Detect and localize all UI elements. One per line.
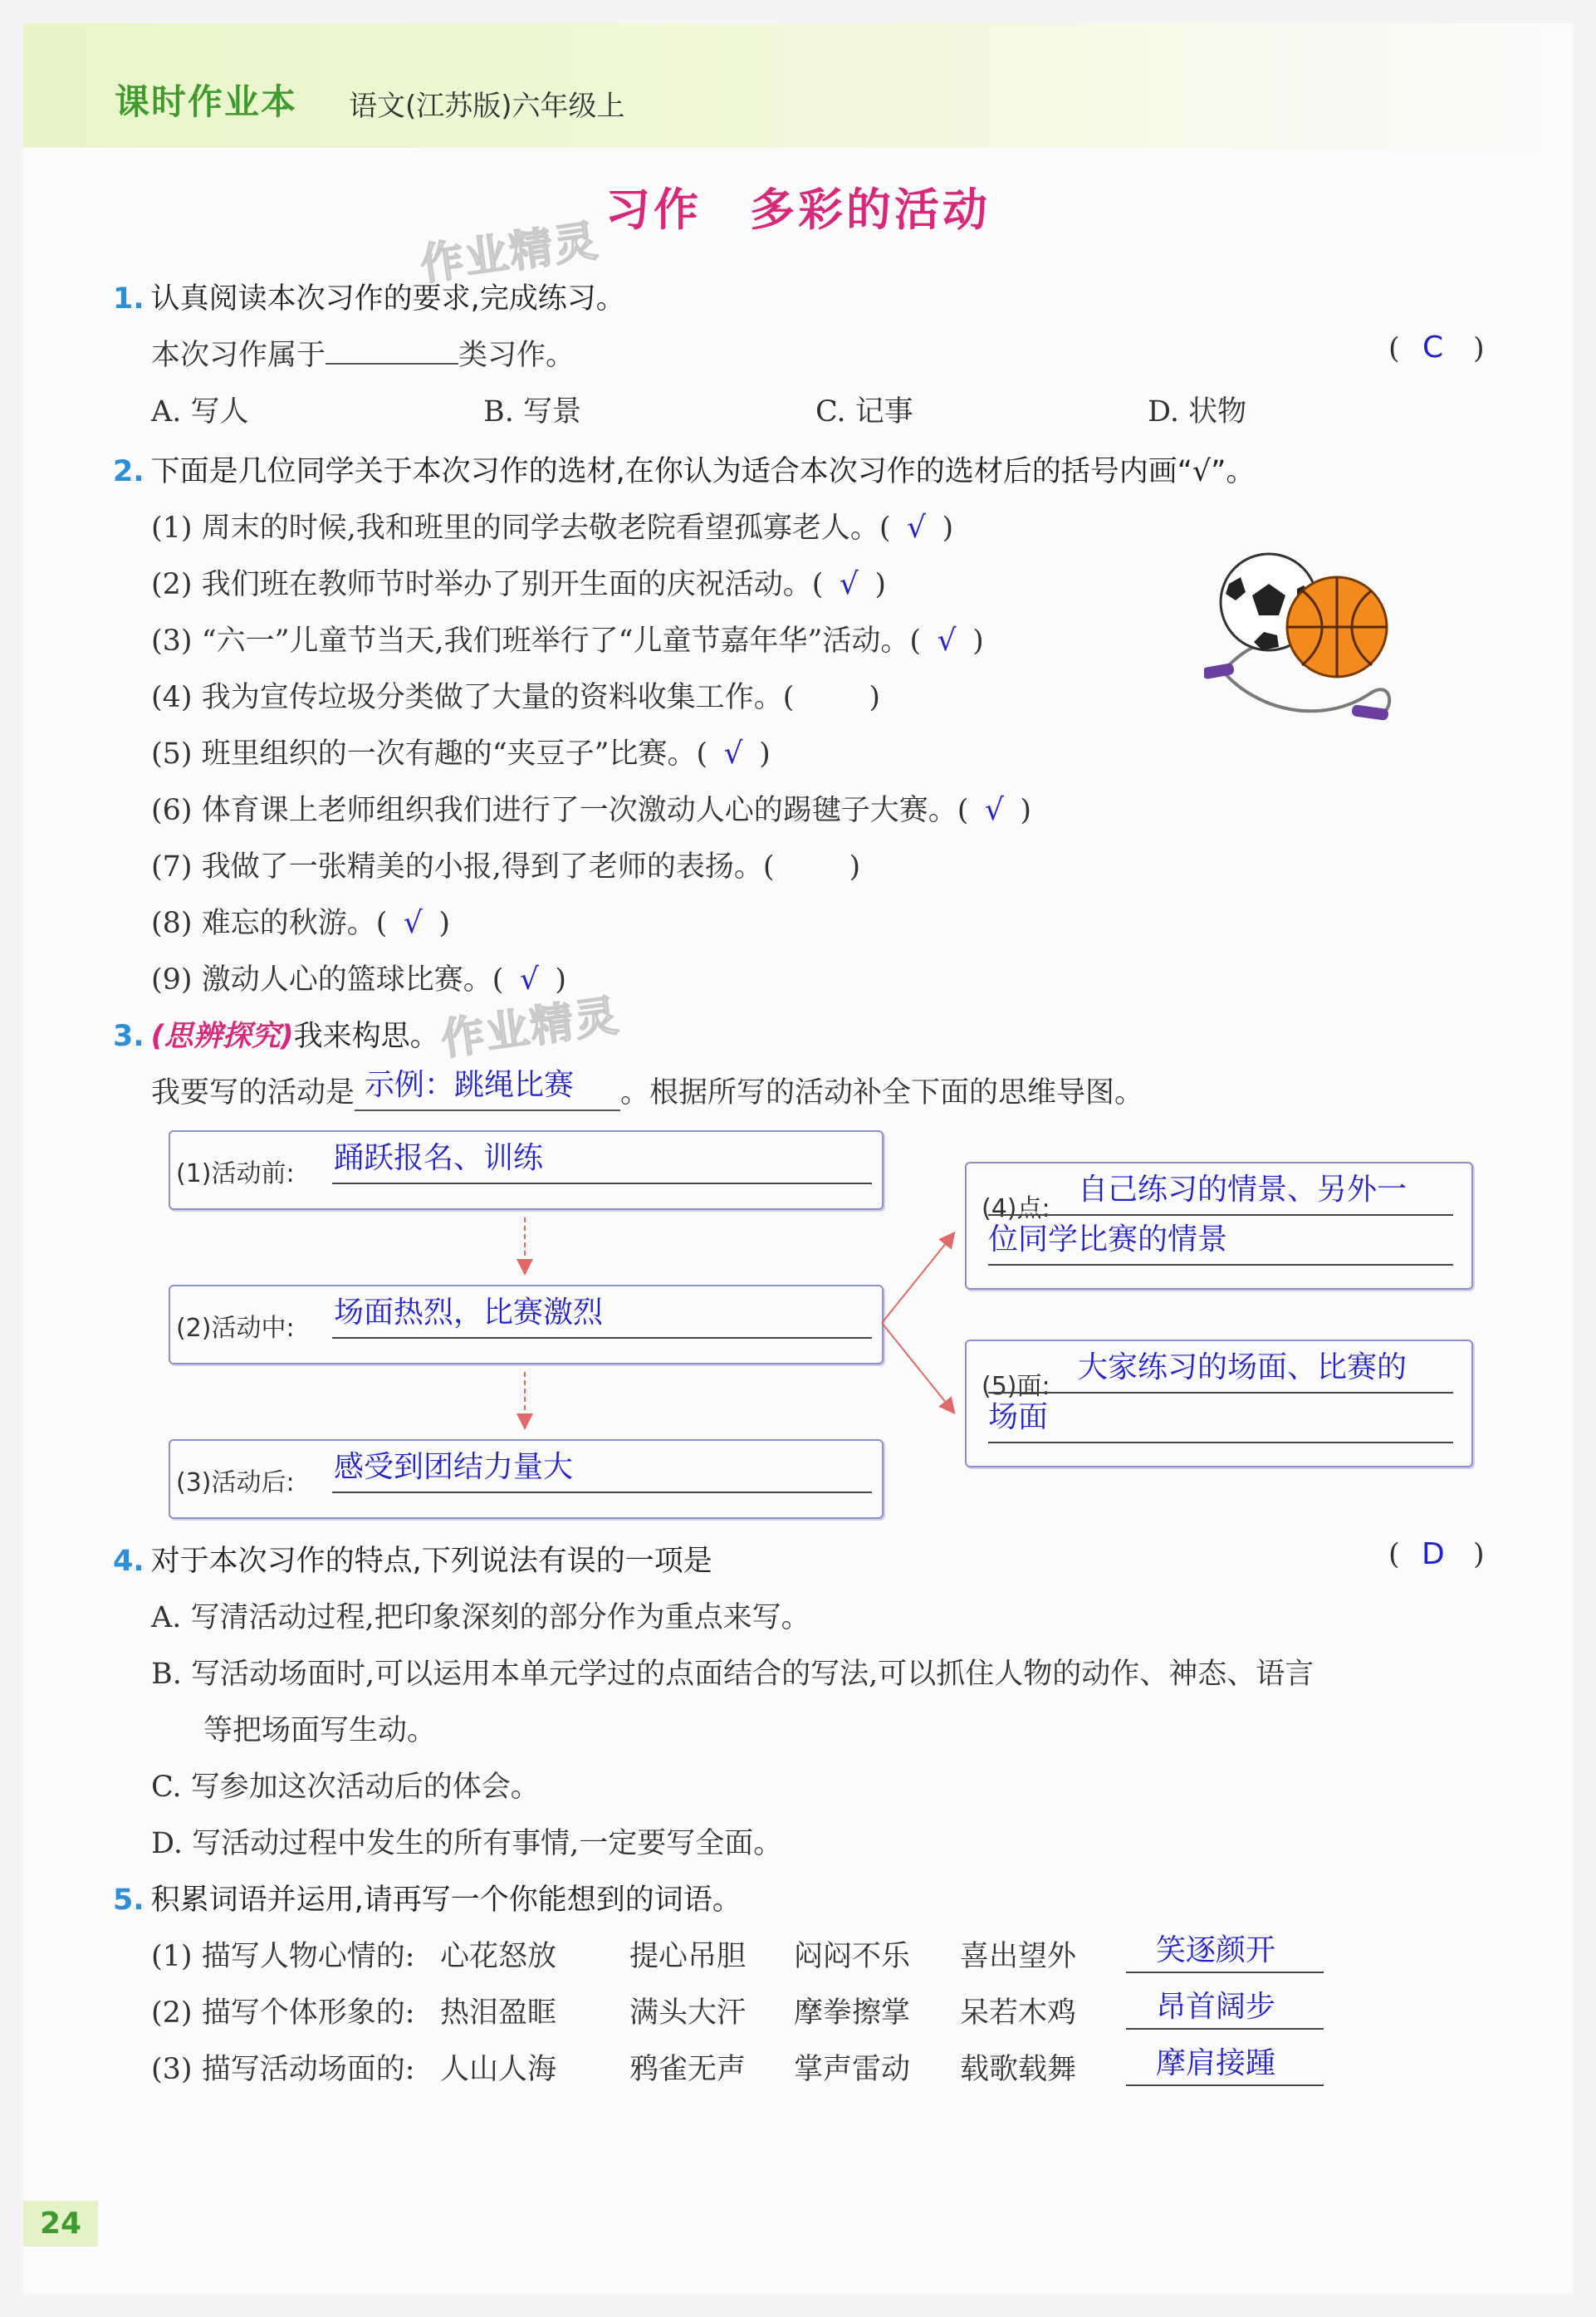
line-text: 。根据所写的活动补全下面的思维导图。 xyxy=(620,1076,1144,1110)
page-number: 24 xyxy=(23,2201,98,2246)
check-mark: √ xyxy=(984,793,1004,827)
page-title: 习作 多彩的活动 xyxy=(605,184,991,236)
mark-paren[interactable]: ( √ ) xyxy=(696,737,771,771)
answer-line[interactable] xyxy=(1126,2028,1324,2030)
question-tag: (思辨探究) xyxy=(150,1020,294,1053)
word: 闷闷不乐 xyxy=(794,1940,911,1973)
mindmap-answer: 场面 xyxy=(988,1400,1049,1434)
mindmap-answer: 场面热烈，比赛激烈 xyxy=(334,1296,604,1330)
question-text: 认真阅读本次习作的要求,完成练习。 xyxy=(150,282,625,316)
option-c: C. 记事 xyxy=(815,395,913,429)
option-a: A. 写清活动过程,把印象深刻的部分作为重点来写。 xyxy=(151,1601,810,1634)
question-text: 我来构思。 xyxy=(293,1020,439,1053)
word: 呆若木鸡 xyxy=(960,1996,1077,2030)
mark-paren[interactable]: ( ) xyxy=(782,681,881,714)
mark-paren[interactable]: ( √ ) xyxy=(909,624,984,658)
item-text: (7) 我做了一张精美的小报,得到了老师的表扬。 xyxy=(151,850,763,884)
answer-paren: ( xyxy=(1388,332,1400,365)
item-text: (8) 难忘的秋游。 xyxy=(151,907,376,940)
mark-paren[interactable]: ( √ ) xyxy=(811,567,887,601)
mark-paren[interactable]: ( ) xyxy=(762,850,861,884)
question-text: 下面是几位同学关于本次习作的选材,在你认为适合本次习作的选材后的括号内画“√”。 xyxy=(150,455,1256,488)
line-text: 类习作。 xyxy=(458,339,575,372)
option-b: B. 写景 xyxy=(483,395,581,429)
item-text: (9) 激动人心的篮球比赛。 xyxy=(151,963,492,997)
option-b: B. 写活动场面时,可以运用本单元学过的点面结合的写法,可以抓住人物的动作、神态、语言 xyxy=(151,1658,1314,1691)
word: 热泪盈眶 xyxy=(440,1996,557,2030)
arrow-right-up-icon xyxy=(882,1234,953,1323)
book-brand: 课时作业本 xyxy=(115,81,298,122)
check-mark: √ xyxy=(519,963,539,997)
question-number: 5. xyxy=(113,1883,144,1917)
word-answer: 笑逐颜开 xyxy=(1156,1933,1276,1967)
answer-line[interactable] xyxy=(1126,2084,1324,2086)
answer-choice: D xyxy=(1422,1537,1445,1571)
answer-paren: ( xyxy=(1388,1538,1400,1571)
option-d: D. 状物 xyxy=(1148,395,1247,429)
item-text: (4) 我为宣传垃圾分类做了大量的资料收集工作。 xyxy=(151,681,783,714)
word: 掌声雷动 xyxy=(794,2053,911,2086)
check-mark: √ xyxy=(839,567,859,601)
question-number: 3. xyxy=(113,1020,144,1053)
arrow-right-down-icon xyxy=(882,1323,953,1412)
mindmap-label: (1)活动前: xyxy=(176,1159,295,1188)
mark-paren[interactable]: ( √ ) xyxy=(375,906,451,940)
question-number: 2. xyxy=(113,455,144,488)
option-c: C. 写参加这次活动后的体会。 xyxy=(151,1771,540,1804)
item-text: (3) “六一”儿童节当天,我们班举行了“儿童节嘉年华”活动。 xyxy=(151,625,910,658)
word: 人山人海 xyxy=(440,2053,557,2086)
word: 心花怒放 xyxy=(440,1940,557,1973)
check-mark: √ xyxy=(723,737,743,771)
check-mark: √ xyxy=(907,511,926,545)
mark-paren[interactable]: ( √ ) xyxy=(957,793,1032,827)
word-answer: 摩肩接踵 xyxy=(1156,2046,1276,2080)
mindmap-label: (3)活动后: xyxy=(176,1468,295,1497)
word: 满头大汗 xyxy=(629,1996,747,2030)
word: 摩拳擦掌 xyxy=(794,1996,911,2030)
answer-paren: ) xyxy=(1473,332,1485,365)
mindmap-label: (5)面: xyxy=(982,1372,1050,1401)
answer-paren: ) xyxy=(1473,1538,1485,1571)
option-a: A. 写人 xyxy=(151,395,249,429)
question-text: 积累词语并运用,请再写一个你能想到的词语。 xyxy=(150,1883,742,1917)
book-subject: 语文(江苏版)六年级上 xyxy=(349,90,625,123)
mindmap-answer: 自己练习的情景、另外一 xyxy=(1078,1173,1408,1207)
word-row-label: (2) 描写个体形象的: xyxy=(151,1996,415,2030)
word-row-label: (1) 描写人物心情的: xyxy=(151,1940,415,1973)
question-text: 对于本次习作的特点,下列说法有误的一项是 xyxy=(150,1545,712,1578)
item-text: (5) 班里组织的一次有趣的“夹豆子”比赛。 xyxy=(151,737,697,771)
item-text: (2) 我们班在教师节时举办了别开生面的庆祝活动。 xyxy=(151,568,812,601)
word: 载歌载舞 xyxy=(960,2053,1077,2086)
mindmap-answer: 踊跃报名、训练 xyxy=(334,1141,544,1175)
question-number: 1. xyxy=(113,282,144,316)
mindmap-label: (2)活动中: xyxy=(176,1314,295,1343)
word: 鸦雀无声 xyxy=(629,2053,747,2086)
check-mark: √ xyxy=(403,906,423,940)
activity-answer: 示例：跳绳比赛 xyxy=(365,1068,575,1102)
question-5-stem xyxy=(113,1877,742,1918)
answer-line[interactable] xyxy=(1126,1972,1324,1973)
line-text: 本次习作属于 xyxy=(151,339,326,372)
answer-choice: C xyxy=(1422,331,1444,365)
mindmap-answer: 大家练习的场面、比赛的 xyxy=(1078,1350,1408,1384)
line-text: 我要写的活动是 xyxy=(151,1076,355,1110)
word: 喜出望外 xyxy=(960,1940,1077,1973)
mark-paren[interactable]: ( √ ) xyxy=(492,963,567,997)
question-number: 4. xyxy=(113,1545,144,1578)
watermark: 作业精灵 xyxy=(438,991,623,1065)
item-text: (1) 周末的时候,我和班里的同学去敬老院看望孤寡老人。 xyxy=(151,512,879,545)
word-row-label: (3) 描写活动场面的: xyxy=(151,2053,415,2086)
check-mark: √ xyxy=(937,624,957,658)
mindmap-answer: 位同学比赛的情景 xyxy=(988,1222,1228,1256)
option-b-continued: 等把场面写生动。 xyxy=(203,1714,437,1747)
question-4-stem xyxy=(113,1538,712,1580)
mindmap-answer: 感受到团结力量大 xyxy=(334,1450,574,1484)
option-d: D. 写活动过程中发生的所有事情,一定要写全面。 xyxy=(151,1827,783,1860)
word: 提心吊胆 xyxy=(629,1940,747,1973)
mindmap-label: (4)点: xyxy=(982,1194,1050,1223)
watermark: 作业精灵 xyxy=(417,216,602,291)
item-text: (6) 体育课上老师组织我们进行了一次激动人心的踢毽子大赛。 xyxy=(151,794,957,827)
word-answer: 昂首阔步 xyxy=(1156,1990,1276,2024)
mark-paren[interactable]: ( √ ) xyxy=(879,511,954,545)
